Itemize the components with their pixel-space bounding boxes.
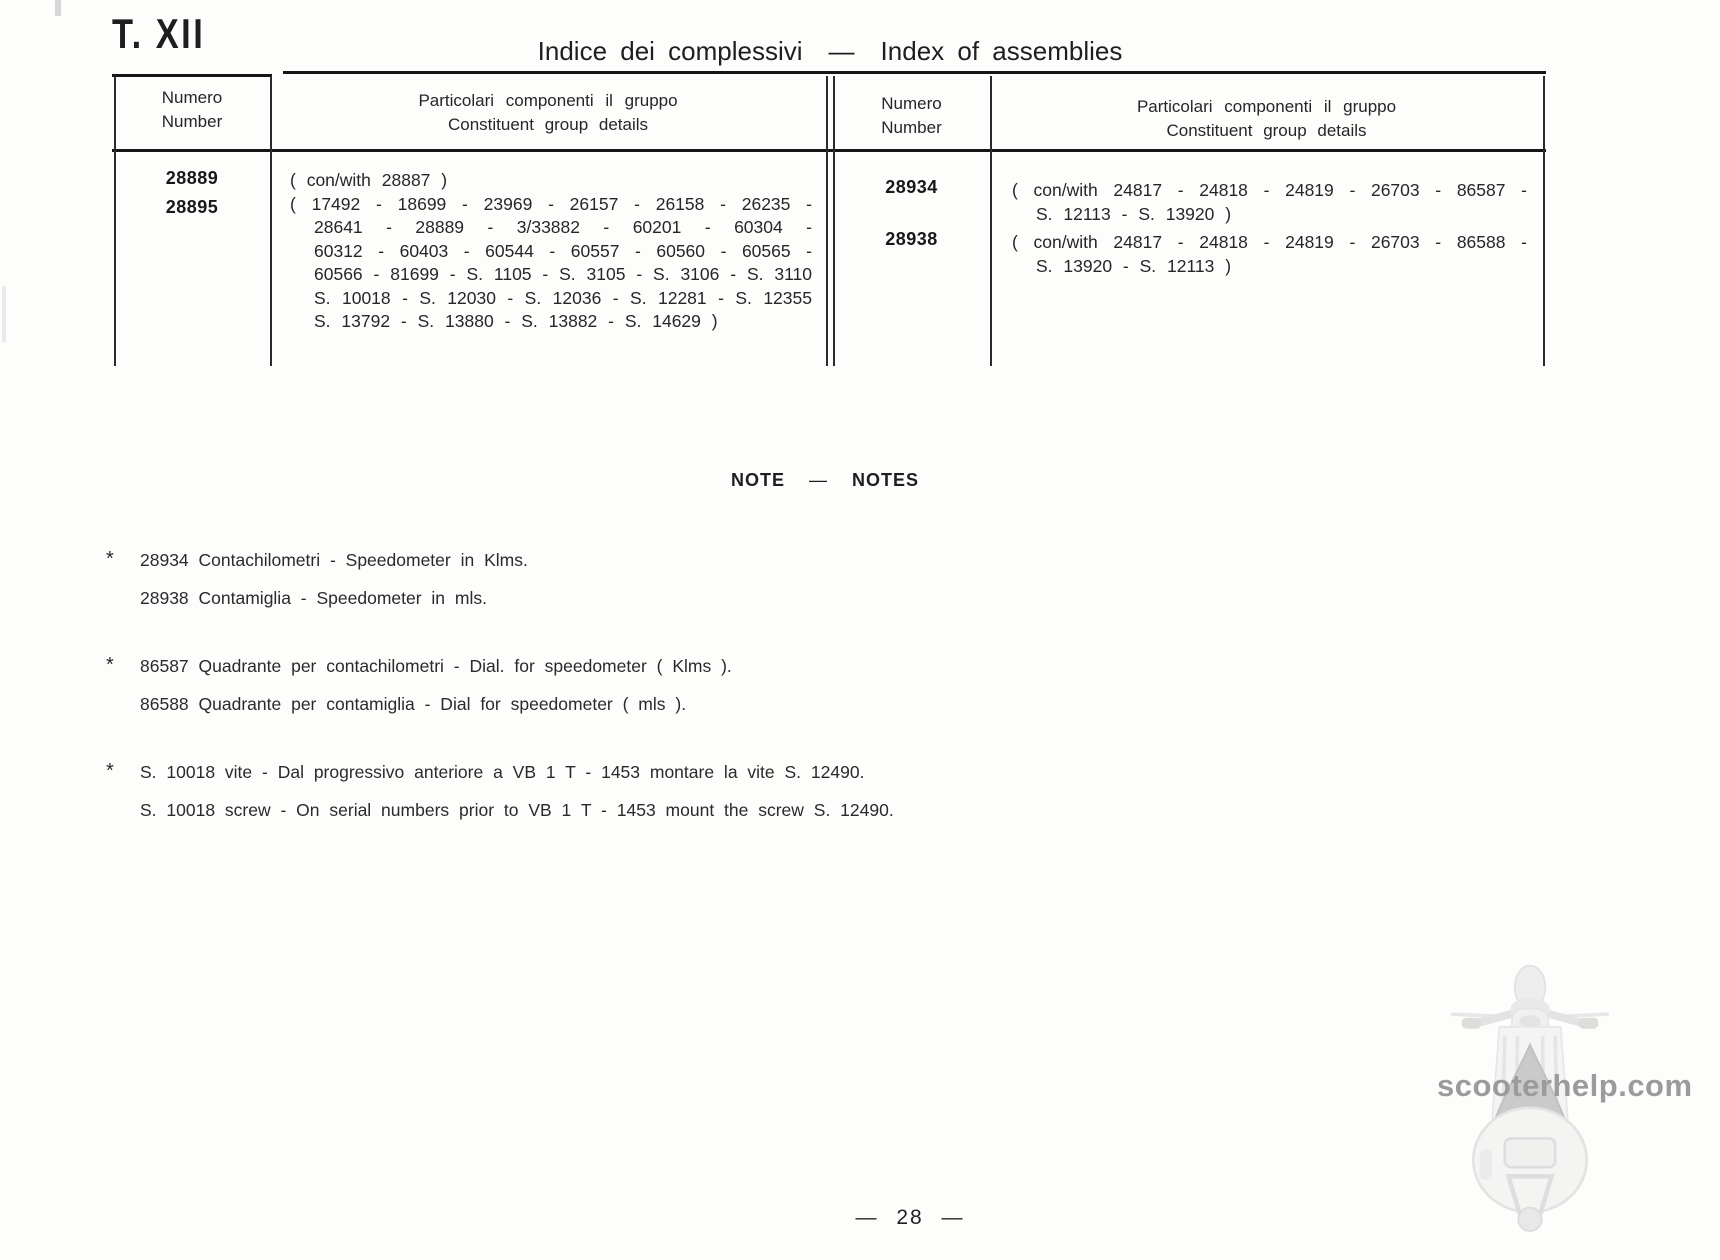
detail-line: 60312 - 60403 - 60544 - 60557 - 60560 - 60565 - — [314, 240, 812, 261]
page-title-english: Index of assemblies — [880, 36, 1123, 66]
column-header-details-right — [992, 95, 1541, 143]
assembly-details-right-1 — [1012, 179, 1527, 226]
assembly-number: 28938 — [885, 229, 938, 249]
title-underline — [283, 71, 1546, 74]
notes-heading-en: NOTES — [852, 470, 920, 490]
scan-artifact — [55, 0, 61, 16]
detail-line: ( con/with 28887 ) — [290, 170, 448, 190]
note-line: 86587 Quadrante per contachilometri - Dial. for speedometer ( Klms ). — [140, 656, 732, 676]
detail-line: S. 10018 - S. 12030 - S. 12036 - S. 12281 - S. 12355 — [314, 287, 812, 308]
table-rule-center-double-a — [826, 76, 828, 366]
detail-line: S. 13920 - S. 12113 ) — [1036, 255, 1232, 276]
note-line: 86588 Quadrante per contamiglia - Dial for speedometer ( mls ). — [140, 694, 687, 714]
assembly-number-right-2 — [835, 229, 988, 258]
column-header-details-left — [272, 89, 824, 137]
detail-line: 60566 - 81699 - S. 1105 - S. 3105 - S. 3106 - S. 3110 — [314, 264, 812, 284]
column-header-number-right — [835, 92, 988, 140]
column-header-details-right-en: Constituent group details — [1166, 121, 1367, 140]
assembly-number: 28889 — [165, 168, 219, 188]
note-line: 28938 Contamiglia - Speedometer in mls. — [140, 588, 487, 608]
note-line: S. 10018 vite - Dal progressivo anteriore a VB 1 T - 1453 montare la vite S. 12490. — [140, 762, 865, 782]
table-header-divider — [112, 149, 1546, 152]
assembly-number: 28934 — [885, 177, 938, 197]
plate-underline — [112, 74, 272, 77]
column-header-details-left-en: Constituent group details — [447, 115, 649, 134]
column-header-number-right-en: Number — [881, 118, 942, 137]
note-line: S. 10018 screw - On serial numbers prior to VB 1 T - 1453 mount the screw S. 12490. — [140, 800, 894, 820]
note-asterisk: * — [106, 548, 114, 570]
page-title-dash: — — [828, 36, 855, 66]
column-header-details-right-it: Particolari componenti il gruppo — [1136, 97, 1397, 116]
watermark-text: scooterhelp.com — [1437, 1068, 1693, 1103]
notes-heading-it: NOTE — [730, 470, 785, 490]
assembly-number: 28895 — [165, 197, 219, 217]
notes-heading-dash: — — [809, 470, 828, 490]
column-header-number-left — [116, 86, 268, 134]
note-asterisk: * — [106, 654, 114, 676]
column-header-number-left-en: Number — [161, 112, 223, 131]
assembly-numbers-left — [116, 168, 268, 226]
detail-line: ( 17492 - 18699 - 23969 - 26157 - 26158 - 26235 - — [290, 193, 812, 214]
column-header-details-left-it: Particolari componenti il gruppo — [418, 91, 678, 110]
note-asterisk: * — [106, 760, 114, 782]
table-rule-right-edge — [1543, 76, 1545, 366]
detail-line: ( con/with 24817 - 24818 - 24819 - 26703 - 86588 - — [1012, 232, 1527, 252]
note-line: 28934 Contachilometri - Speedometer in Klms. — [140, 550, 528, 570]
detail-line: S. 12113 - S. 13920 ) — [1036, 203, 1232, 224]
page-number: — 28 — — [855, 1206, 965, 1229]
assembly-details-right-2 — [1012, 231, 1527, 278]
plate-number: T. XII — [112, 10, 206, 57]
detail-line: 28641 - 28889 - 3/33882 - 60201 - 60304 - — [314, 217, 812, 237]
detail-line: ( con/with 24817 - 24818 - 24819 - 26703 - 86587 - — [1012, 180, 1527, 200]
notes-heading — [560, 470, 1090, 491]
scan-artifact — [2, 286, 6, 342]
column-header-number-right-it: Numero — [881, 94, 942, 113]
assembly-details-left — [290, 169, 812, 334]
detail-line: S. 13792 - S. 13880 - S. 13882 - S. 14629 ) — [314, 311, 718, 331]
assembly-number-right-1 — [835, 177, 988, 206]
column-header-number-left-it: Numero — [161, 88, 223, 107]
page-title — [430, 36, 1230, 67]
page-title-italian: Indice dei complessivi — [537, 36, 803, 66]
